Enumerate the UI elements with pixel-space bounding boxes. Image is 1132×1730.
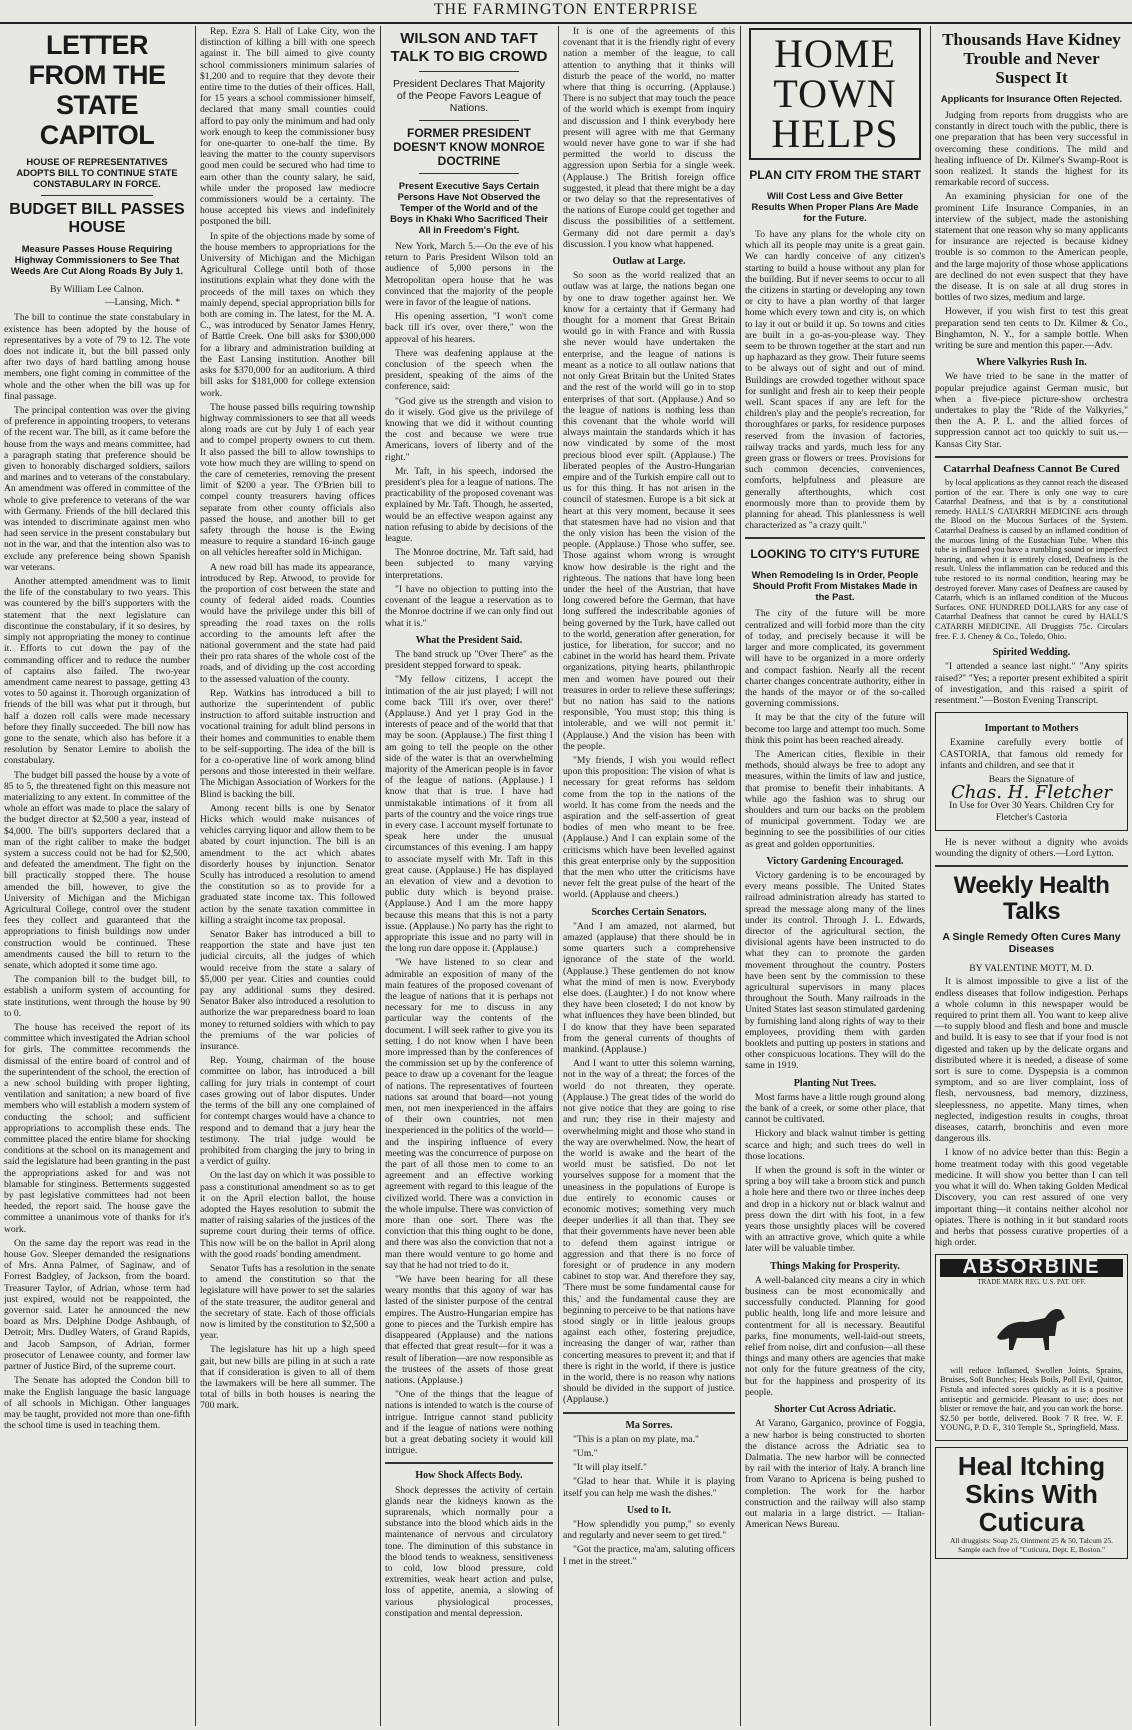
article-paragraph: New York, March 5.—On the eve of his return to Paris President Wilson told an audience of 5,000 persons in the Metropolitan opera house that he was convinced that the majority of the people were in favor of the league of nations. [385,241,553,309]
horse-icon [987,1292,1077,1362]
article-paragraph: It may be that the city of the future will become too large and attempt too much. Some think this point has been reached already. [745,712,925,746]
article-paragraph: It is one of the agreements of this covenant that it is the friendly right of every nation a member of the league, to call attention to anything that it thinks will disturb the peace of the world, no matter where that thing is occurring. (Applause.) There is no subject that may touch the peace of the world which is exempt from inquiry and discussion and I think everybody here present will agree with me that Germany would never have gone to war if she had permitted the world to discuss the aggression upon Serbia for a single week. (Applause.) The British foreign office suggested, it plead that there might be a day or two delay so that the representatives of the nations of Europe could get together and discuss the possibilities of a settlement. Germany did not dare permit a day's discussion. I you know what happened. [563,26,735,250]
divider [385,1462,553,1464]
castoria-ad [935,712,1128,831]
subhead-shock: How Shock Affects Body. [415,1470,523,1482]
deck-plan-city: Will Cost Less and Give Better Results When Proper Plans Are Made for the Future. [751,190,919,223]
deck-present-executive: Present Executive Says Certain Persons Have Not Observed the Temper of the World and of the Boys in Khaki Who Sacrificed Their All in Freedom's Fight. [390,180,548,235]
article-paragraph: If when the ground is soft in the winter or spring a boy will take a broom stick and punch a hole here and there two or three inches deep and drop in a hickory nut or black walnut and press down the dirt with his foot, in a few years those unsightly places will be covered with an attractive grove, which quite a while later will be valuable timber. [745,1165,925,1255]
article-paragraph: We have tried to be sane in the matter of popular prejudice against German music, but when a five-piece picture-show orchestra undertakes to play the "Ride of the Valkyries," then the A. P. L. and the allied forces of suppression cannot act too quickly to suit us.—Kansas City Star. [935,371,1128,450]
article-paragraph: The legislature has hit up a high speed gait, but new bills are piling in at such a rate that if consideration is given to all of them the lawmakers will be here all summer. The total of bills in both houses is nearing the 700 mark. [200,1344,375,1412]
article-paragraph: "This is a plan on my plate, ma." [573,1433,699,1445]
deck-budget-bill: Measure Passes House Requiring Highway Commissioners to See That Weeds Are Cut Along Roads By July 1. [10,243,184,276]
article-paragraph: "One of the things that the league of nations is intended to watch is the course of intrigue. Intrigue cannot stand publicity and if the league of nations were nothing but a great debating society it would kill intrigue. [385,1389,553,1457]
article-paragraph: "I have no objection to putting into the covenant of the league a reservation as to the Monroe doctrine if we can only find out what it is." [385,583,553,629]
deck-insurance: Applicants for Insurance Often Rejected. [940,93,1123,104]
article-paragraph: And I want to utter this solemn warning, not in the way of a threat; the forces of the world do not threaten, they operate. (Applause.) The great tides of the world do not give notice that they are going to rise and run; they rise in their majesty and overwhelming might and those who stand in the way are overwhelmed. Now, the heart of the world is awake and the heart of the world must be satisfied. Do not let yourselves suppose for a moment that the uneasiness in the populations of Europe is due entirely to economic causes or economic motives; something very much deeper underlies it all than that. They see that their governments have never been able to defend them against intrigue or aggression and that there is no force of foresight or of prudence in any modern cabinet to stop war. And therefore they say, 'There must be some fundamental cause for this,' and the fundamental cause they are beginning to perceive to be that nations have stood singly or in little jealous groups against each other, fostering prejudice, increasing the danger of war, rather than concerting measures to prevent it; and that if there is right in the world, if there is justice in the world, there is no reason why nations should be divided in the support of justice. (Applause.) [563,1058,735,1406]
divider [419,173,520,174]
cuticura-footer: All druggists: Soap 25, Ointment 25 & 50, Talcum 25. Sample each free of "Cuticura, Dept. E, Boston." [949,1535,1114,1554]
column-6 [935,26,1128,1726]
article-paragraph: The Senate has adopted the Condon bill to make the English language the basic language of all schools in Michigan. Other languages may be taught, provided not more than one-fifth the school time is used in teaching them. [4,1375,190,1432]
subhead: Planting Nut Trees. [793,1077,877,1089]
health-talks-heading: Weekly Health Talks [953,872,1110,926]
article-paragraph: The bill to continue the state constabulary in existence has been adopted by the house of representatives by a vote of 79 to 12. The vote does not indicate it, but the bill passed only after two days of hard battling among house members, one fight coming in committee of the whole and the other when the bill was up for final passage. [4,312,190,402]
dateline: —Lansing, Mich. * [104,297,180,309]
article-paragraph: The Monroe doctrine, Mr. Taft said, had been subjected to many varying interpretations. [385,547,553,581]
ad-paragraph: will reduce Inflamed, Swollen Joints, Sprains, Bruises, Soft Bunches; Heals Boils, Poll Evil, Quittor, Fistula and infected sores quickly as it is a positive antiseptic and germicide. Pleasant to use; does not blister or remove the hair, and you can work the horse. $2.50 per bottle, delivered. Book 7 R free. W. F. YOUNG, P. D. F., 310 Temple St., Springfield, Mass. [940,1365,1123,1433]
article-paragraph: Another attempted amendment was to limit the life of the constabulary to two years. This was countered by the bill's supporters with the statement that the next legislature can discontinue the constabulary, if it so desires, by simply not appropriating the money to continue it. Efforts to cut down the pay of the commanding officer and to reduce the number of captains also failed. The two-year amendment came nearest to passage, getting 43 votes to 50 against it. Thorough organization of friends of the bill was what put it through, but half a dozen roll calls were made necessary before they finally succeeded. The bill now has gone to the senate, which also has before it a resolution by Senator Lemire to abolish the constabulary. [4,576,190,767]
article-paragraph: Mr. Taft, in his speech, indorsed the president's plea for a league of nations. The practicability of the proposed covenant was explained by Mr. Taft. Though, he asserted, would be an effective weapon against any nation refusing to abide by decisions of the league. [385,465,553,545]
article-paragraph: Senator Tufts has a resolution in the senate to amend the constitution so that the legislature will have power to set the salaries of the state treasurer, the auditor general and the secretary of state. Each of those officials now is limited by the constitution to $2,500 a year. [200,1262,375,1342]
article-paragraph: The companion bill to the budget bill, to establish a uniform system of accounting for state institutions, went through the house by 90 to 0. [4,974,190,1019]
quote: He is never without a dignity who avoids wounding the dignity of others.—Lord Lytton. [935,836,1128,860]
article-paragraph: The house has received the report of its committee which investigated the Adrian school for girls. The committee recommends the dismissal of the entire board of control and of the superintendent of the school, the erection of a new school building with proper lighting, ventilation and sanitation; a new board of five members who will establish a modern system of conducting the school; and sufficient appropriations to accomplish these ends. The committee placed the entire blame for shocking conditions at the school on its management and said the legislature had been granting in the past the appropriations asked for and was not blamable for stinginess. Betterments suggested by past legislative committees had not been heeded, the report said. The house gave the committee a unanimous vote of thanks for it's work. [4,1022,190,1235]
article-paragraph: Senator Baker has introduced a bill to reapportion the state and have just ten judicial circuits, all the judges of which would receive from the state a salary of $5,000 per year. Cities and counties could pay any additional sums they desired. Senator Baker also introduced a resolution to authorize the war preparedness board to loan money to returned soldiers with which to pay the premiums of the war policies of insurance. [200,929,375,1053]
article-paragraph: Rep. Young, chairman of the house committee on labor, has introduced a bill calling for jury trials in contempt of court cases growing out of labor disputes. Under the terms of the bill any one complained of for contempt charges would have a chance to respond and to demand that a jury hear the testimony. The trial judge would be prohibited from charging the jury to bring in a verdict of guilty. [200,1055,375,1168]
cuticura-ad [935,1447,1128,1559]
column-1 [4,26,190,1726]
catarrh-ad-heading: Catarrhal Deafness Cannot Be Cured [943,462,1120,475]
article-paragraph: "I attended a seance last night." "Any spirits raised?" "Yes; a reporter present exhibited a spirit of investigation, and this raised a spirit of resentment."—Boston Evening Transcript. [935,661,1128,706]
subhead: Outlaw at Large. [612,256,686,268]
subhead: Scorches Certain Senators. [591,906,707,918]
ad-paragraph: Examine carefully every bottle of CASTORIA, that famous old remedy for infants and children, and see that it [940,737,1123,771]
divider [563,1412,735,1414]
article-paragraph: On the last day on which it was possible to pass a constitutional amendment so as to get it on the April election ballot, the house adopted the Hayes resolution to submit the matter of raising salaries of the justices of the supreme court during their terms of office. This now will be on the ballot in April along with the good roads' bonding amendment. [200,1170,375,1260]
column-rule [380,26,381,1726]
headline-plan-city: PLAN CITY FROM THE START [749,168,921,182]
fletcher-signature: Chas. H. Fletcher [951,782,1112,804]
article-paragraph: In spite of the objections made by some of the house members to appropriations for the University of Michigan and the Michigan Agricultural College until both of those institutions explain what they done with the proceeds of the mill taxes on which they mainly depend, special appropriation bills for both are coming in. The latest, for the M. A. C., was introduced by Senator James Henry, of Battle Creek. One bill asks for $300,000 for a library and administration building at the East Lansing institution. Another bill asks for $370,000 for an auditorium. A third bill asks for $181,000 for college extension work. [200,230,375,399]
subhead: Ma Sorres. [625,1419,673,1431]
byline: By William Lee Calnon. [50,284,144,295]
article-paragraph: The house passed bills requiring township highway commissioners to see that all weeds along roads are cut by July 1 of each year and to compel property owners to cut them. It also passed the bill to allow townships to vote how much they are willing to spend on the care of cemeteries, removing the present limit of $200 a year. The O'Brien bill to compel county treasurers having offices separate from other county officials also passed the house, and another bill to get safety through the house is the Ewing measure to require a standard 16-inch gauge on all vehicles hereafter sold in Michigan. [200,401,375,559]
article-paragraph: "Got the practice, ma'am, saluting officers I met in the street." [563,1544,735,1567]
article-paragraph: The American cities, flexible in their methods, should always be free to adopt any measures, within the limits of law and justice, that promise to benefit their inhabitants. A while ago the fashion was to shrug our shoulders and turn our backs on the problem of municipal government. Today we are beginning to see the possibilities of our cities as great and golden opportunities. [745,748,925,850]
article-paragraph: "My fellow citizens, I accept the intimation of the air just played; I will not come back 'Till it's over, over there!' (Applause.) And yet I pray God in the interests of peace and of the world that that may be soon. (Applause.) The first thing I am going to tell the people on the other side of the water is that an overwhelming majority of the American people is in favor of the league of nations. (Applause.) I know that that is true. I have had unmistakable intimations of it from all parts of the country and the voice rings true in every case. I account myself fortunate to speak here under the unusual circumstances of this evening. I am happy to associate myself with Mr. Taft in this great cause. (Applause.) He has displayed an elevation of view and a devotion to public duty which is beyond praise. (Applause.) And I am the more happy because this means that this is not a party issue. (Applause.) No party has the right to appropriate this issue and no party will in the long run dare oppose it. (Applause.) [385,674,553,955]
article-paragraph: Rep. Ezra S. Hall of Lake City, won the distinction of killing a bill with one speech against it. The bill aimed to give county school commissioners minimum salaries of $1,200 and to require that they devote their entire time to the duties of their offices. Hall, for 15 years a school commissioner himself, declared that many small counties could afford to pay only the minimum and had only work enough to keep the commissioner busy for one-quarter to one-half the time. By leaving the matter to the county supervisors good men could be secured who had time to earn other than the county salary, he said, while under the proposed law mediocre commissioners would be a certainty. The house accepted his views and indefinitely postponed the bill. [200,26,375,228]
article-paragraph: "God give us the strength and vision to do it wisely. God give us the privilege of knowing that we did it without counting the cost and because we were true Americans, lovers of liberty and of the right." [385,395,553,463]
article-paragraph: Most farms have a little rough ground along the bank of a creek, or some other place, that cannot be cultivated. [745,1091,925,1126]
column-2 [200,26,375,1726]
health-deck: A Single Remedy Often Cures Many Diseases [942,931,1121,956]
ad-paragraph: Judging from reports from druggists who are constantly in direct touch with the public, there is one preparation that has been very successful in overcoming these conditions. The mild and healing influence of Dr. Kilmer's Swamp-Root is soon realized. It stands the highest for its remarkable record of success. [935,110,1128,189]
column-rule [558,26,559,1726]
ad-paragraph: by local applications as they cannot reach the diseased portion of the ear. There is only one way to cure Catarrhal Deafness, and that is by a constitutional remedy. HALL'S CATARRH MEDICINE acts through the Blood on the Mucous Surfaces of the System. Catarrhal Deafness is caused by an inflamed condition of the mucous lining of the Eustachian Tube. When this tube is inflamed you have a rumbling sound or imperfect hearing, and when it is entirely closed, Deafness is the result. Unless the inflammation can be reduced and this tube restored to its normal condition, hearing may be destroyed forever. Many cases of Deafness are caused by Catarrh, which is an inflamed condition of the Mucous Surfaces. ONE HUNDRED DOLLARS for any case of Catarrhal Deafness that cannot be cured by HALL'S CATARRH MEDICINE. All Druggists 75c. Circulars free. F. J. Cheney & Co., Toledo, Ohio. [935,478,1128,641]
article-paragraph: Shock depresses the activity of certain glands near the kidneys known as the suprarenals, which normally pour a substance into the blood which aids in the maintenance of nervous and circulatory tone. The diminution of this substance in the blood tends to weakness, sensitiveness to cold, low blood pressure, cold extremities, weak heart action and pulse, loss of appetite, anemia, a slowing of various physiological processes, constipation and mental depression. [385,1484,553,1619]
byline: BY VALENTINE MOTT, M. D. [969,963,1094,975]
article-paragraph: "Um." [573,1447,598,1459]
column-rule [195,26,196,1726]
article-paragraph: "Glad to hear that. While it is playing itself you can help me wash the dishes." [563,1476,735,1499]
absorbine-logo: ABSORBINE [940,1259,1123,1276]
article-paragraph: "We have been hearing for all these weary months that this agony of war has lasted of the sinister purpose of the central empires. The Austro-Hungarian empire has gone to pieces and the Turkish empire has disappeared (Applause) and the nations that effected that great result—for it was a result of liberation—are now responsible as the trustees of the assets of those great nations. (Applause.) [385,1274,553,1386]
article-paragraph: "And I am amazed, not alarmed, but amazed (applause) that there should be in some quarters such a comprehensive ignorance of the state of the world. (Applause.) These gentlemen do not know what the mind of men is now. Everybody else does. (Laughter.) I do not know where they have been closeted; I do not know by what influences they have been blinded, but I do know that they have been separated from the general currents of thoughts of mankind. (Applause.) [563,920,735,1056]
column-rule [930,26,931,1726]
article-paragraph: On the same day the report was read in the house Gov. Sleeper demanded the resignations of Mrs. Anna Palmer, of Saginaw, and of Forrest Badgley, of Jackson, from the board. Treasurer Taylor, of Adrian, whose term had just expired, would not be reappointed, the governor said. Later he announced the new board as Mrs. Delphine Dodge Ashbaugh, of Detroit; Mrs. Dudley Waters, of Grand Rapids, and Jacob Sampson, of Adrian, former prosecutor of Lenawee county, and former law partner of Justice Bird, of the supreme court. [4,1237,190,1373]
masthead: THE FARMINGTON ENTERPRISE [0,0,1132,24]
article-paragraph: Rep. Watkins has introduced a bill to authorize the superintendent of public instruction to afford suitable instruction and vocational training for adult blind persons in their homes and communities to enable them to be self-supporting. The idea of the bill is for a co-operative line of work among blind persons and those interested in their welfare. The Michigan Association of Workers for the Blind is backing the bill. [200,687,375,800]
deck-constabulary: HOUSE OF REPRESENTATIVES ADOPTS BILL TO CONTINUE STATE CONSTABULARY IN FORCE. [16,156,178,189]
subhead: Things Making for Prosperity. [770,1260,900,1272]
headline-budget-bill: BUDGET BILL PASSES HOUSE [9,201,185,236]
subhead: Victory Gardening Encouraged. [766,855,904,867]
ad-paragraph: An examining physician for one of the prominent Life Insurance Companies, in an interview of the subject, made the astonishing statement that one reason why so many applicants for insurance are rejected is because kidney trouble is so common to the American people, and the large majority of those whose applications are declined do not even suspect that they have the disease. It is on sale at all drug stores in bottles of two sizes, medium and large. [935,191,1128,304]
divider [41,195,153,196]
castoria-heading: Important to Mothers [984,723,1079,735]
deck-city-future: When Remodeling Is in Order, People Should Profit From Mistakes Made in the Past. [751,569,919,603]
subhead: Spirited Wedding. [992,647,1071,659]
article-paragraph: To have any plans for the whole city on which all its people may unite is a great gain. We can hardly conceive of any citizen's starting to build a house without any plan for the building. But if never seems to occur to all the citizens in starting or developing any town or city to have a plan worthy of that larger home which every town and city is, on which to lay it out or build it up. So towns and cities are built in a go-as-you-please way. They seem to be thrown together at the start and run up haphazard as they grow. Their future seems to be always out of sight and out of mind. Buildings are crowded together without space for sunlight and fresh air to keep their people well. Scant spaces if any are left for the children's play and the people's recreation, for thoroughfares or parks, for residence purposes reserved from the invasion of factories, railway tracks and yards, much less for any green grass or flowers or trees. Provisions for such common decencies, conveniences, comforts, helpfulness and pleasure are generally afterthoughts, which cost enormously more than to provide them by planning for ahead. This planlessness is well characterized as "a crazy quilt." [745,229,925,532]
article-paragraph: There was deafening applause at the conclusion of the speech when the president, speaking of the aims of the conference, said: [385,347,553,393]
deck-league: President Declares That Majority of the Peope Favors League of Nations. [392,78,546,114]
article-paragraph: Victory gardening is to be encouraged by every means possible. The United States railroad administration already has started to spread the message along many of the lines under its control. Through J. L. Edwards, director of the agricultural section, the divisional agents have been instructed to do what they can to promote the garden movement throughout the country. Posters have been sent by the commission to these agricultural supervisors in many places throughout the South. Many railroads in the United States last season stimulated gardening by furnishing land along rights of way to their employees, providing them with garden booklets and putting up posters in stations and other conspicuous locations. They will do the same in 1919. [745,869,925,1072]
article-paragraph: A new road bill has made its appearance, introduced by Rep. Atwood, to provide for the proportion of cost between the state and county of federal aided roads. Counties would have the privilege under this bill of spreading the road taxes on the rolls according to the amounts left after the national government and the state had paid their pro rata shares of the whole cost of the roads, and of dividing up the cost according to the assessed valuation of the county. [200,561,375,685]
article-paragraph: It is almost impossible to give a list of the endless diseases that follow indigestion. Perhaps a whole column in this newspaper would be required to print them all. You want to keep alive—to supply blood and flesh and bone and muscle and build. It is easy to see that if your food is not digested and taken up by the delicate organs and distributed where it is needed, a disease of some sort is sure to come. Dyspepsia is a common symptom, and so are liver complaint, loss of flesh, nervousness, bad memory, dizziness, sleeplessness, no appetite. Many times, when neglected, indigestion results in coughs, throat diseases, catarrh, bronchitis and even more dangerous ills. [935,976,1128,1145]
headline-letter-from-capitol: LETTER FROM THE STATE CAPITOL [28,30,166,150]
absorbine-ad [935,1254,1128,1441]
column-5 [745,26,925,1726]
article-paragraph: "My friends, I wish you would reflect upon this proposition: The vision of what is necessary for great reforms has seldom come from the top in the nations of the world. It has come from the needs and the aspiration and the self-assertion of great bodies of men who meant to be free. (Applause.) And I can explain some of the criticisms which have been levelled against this great enterprise only by the supposition that the men who utter the criticisms have never felt the great pulse of the heart of the world. (Applause and cheers.) [563,755,735,901]
divider [935,865,1128,867]
subhead: Where Valkyries Rush In. [976,357,1087,369]
headline-kidney-trouble: Thousands Have Kidney Trouble and Never Suspect It [942,30,1121,87]
cuticura-heading: Heal Itching Skins With Cuticura [957,1450,1106,1537]
article-paragraph: So soon as the world realized that an outlaw was at large, the nations began one by one to draw together against her. We know for a certainty that if Germany had thought for a moment that Great Britain would go in with France and with Russia she never would have undertaken the enterprise, and the league of nations is meant as a notice to all outlaw nations that not only Great Britain but the United States and the rest of the world will go in to stop enterprises of that sort. (Applause.) And so the league of nations is nothing less than this covenant that the whole world will always maintain the standards which it has now vindicated by some of the most precious blood ever spilt. (Applause.) The liberated peoples of the Austro-Hungarian empire and of the Turkish empire call out to us for this thing. It has not arisen in the council of statesmen. Europe is a bit sick at heart at this very moment, because it sees that statesmen have had no vision and that the only vision has been the vision of the people. (Applause.) Those who suffer, see. Those against whom wrong is wrought know how desirable is the right and the righteous. The nations that have long been under the heel of the Austrian, that have long cowered before the German, that have long suffered the indescribable agonies of being governed by the Turk, have called out to the world, generation after generation, for justice, for liberation, for succor; and no cabinet in the world has heard them. Private organizations, pitying hearts, philanthropic men and women have poured out their treasures in order to relieve these sufferings; but no nation has said to the nations responsible, 'You must stop; this thing is intolerable, and we will not permit it.' (Applause.) And the vision has been with the people. [563,270,735,752]
article-paragraph: "It will play itself." [573,1462,647,1474]
home-town-helps-banner: HOME TOWN HELPS [749,28,921,160]
article-paragraph: The principal contention was over the giving of preference in appointing troopers, to veterans of the recent war. The bill, as it came before the house from the ways and means committee, had a paragraph stating that preference should be given to honorably discharged soldiers, sailors and marines and to veterans of the constabulary. An amendment was offered in committee of the whole to give preference to veterans of the war with Germany. Friends of the bill declared this was intended to discriminate against men who had seen service in the present constabulary but not in the war, and that the intention also was to exclude any preference being shown Spanish war veterans. [4,405,190,573]
headline-city-future: LOOKING TO CITY'S FUTURE [750,547,920,562]
article-paragraph: The budget bill passed the house by a vote of 85 to 5, the threatened fight on this measure not materializing to any extent. In committee of the whole an effort was made to place the salary of the budget director at $2,500 a year, instead of $4,000. The bill's supporters declared that a man of the right caliber to make the budget system a success could not be had for $2,500, and defeated the amendment. The fight on the bill practically stopped there. The house amended the bill, however, to give the University of Michigan and the Michigan Agricultural College, control over the student fees they collect and guaranteed that the appropriations to finish buildings now under construction would be continued. These amendments caused the bill to return to the senate, which adopted it some time ago. [4,769,190,971]
column-4 [563,26,735,1726]
article-paragraph: I know of no advice better than this: Begin a home treatment today with this good vegetable medicine. It will show you better than I can tell you what it will do. When taking Golden Medical Discovery, you can rest assured of one very important thing—it contains neither alcohol nor opiates. There is nothing in it but standard roots and herbs that possess curative properties of a high order. [935,1147,1128,1249]
absorbine-trademark: TRADE MARK REG. U.S. PAT. OFF. [977,1277,1086,1286]
divider [419,120,520,121]
article-paragraph: The city of the future will be more centralized and will forbid more than the city of today, and precisely because it will be larger and more complicated, its government will have to be organized in a more orderly and compact fashion. Nearly all the recent charter changes concentrate authority, either in the hands of the mayor or of the so-called governing commissions. [745,608,925,710]
article-paragraph: Hickory and black walnut timber is getting scarce and high; and such trees do well in those locations. [745,1128,925,1162]
column-rule [740,26,741,1726]
divider [935,456,1128,458]
article-paragraph: "We have listened to so clear and admirable an exposition of many of the main features of the proposed covenant of the league of nations that it is perhaps not necessary for me to discuss in any particular way the contents of the document. I will seek rather to give you its setting. I do not know when I have been more impressed than by the conferences of the commission set up by the conference of peace to draw up a covenant for the league of nations. The representatives of fourteen nations sat around that board—not young men, not men inexperienced in the affairs of their own countries, not men inexperienced in the politics of the world—and the inspiring influence of every meeting was the concurrence of purpose on the part of all those men to come to an agreement and an effective working agreement with regard to this league of the civilized world. There was a conviction in the whole impulse. There was conviction of more than one sort. There was the conviction that this thing ought to be done, and there was also the conviction that not a man there would venture to go home and say that he had not tried to do it. [385,957,553,1271]
ad-paragraph: In Use for Over 30 Years. Children Cry for Fletcher's Castoria [949,800,1114,823]
article-paragraph: A well-balanced city means a city in which business can be most economically and successfully conducted. Planning for good public health, long life and more leisure and contentment for all is necessary. Beautiful parks, fine monuments, well-laid-out streets, relief from noise, dirt and confusion—all these things and many others are agencies that make not only for the future greatness of the city, but for the happiness and prosperity of its people. [745,1274,925,1398]
headline-wilson-taft: WILSON AND TAFT TALK TO BIG CROWD [390,30,548,65]
subhead: What the President Said. [415,634,523,646]
article-paragraph: The band struck up "Over There" as the president stepped forward to speak. [385,648,553,672]
article-paragraph: Among recent bills is one by Senator Hicks which would make nuisances of vehicles carrying liquor and allow them to be abated by court injunction. The bill is an amendment to the act which abates disorderly houses by injunction. Senator Scully has introduced a resolution to amend the constitution so as to provide for a graduated state income tax. This followed action by the senate taxation committee in killing a straight income tax proposal. [200,802,375,926]
column-3 [385,26,553,1726]
divider [745,537,925,539]
subhead: Used to It. [626,1504,672,1516]
divider [419,71,520,72]
castoria-bears: Bears the Signature of [988,774,1075,786]
article-paragraph: At Varano, Garganico, province of Foggia, a new harbor is being constructed to shorten the distance across the Adriatic sea to Dalmatia. The new harbor will be connected by rail with the interior of Italy. A branch line from Varano to Apricena is being pushed to completion. The work for the harbor construction and the railway will also stamp out malaria in a large district. — Italian-American News Bureau. [745,1418,925,1531]
article-paragraph: "How splendidly you pump," so evenly and regularly and never seem to get tired." [563,1519,735,1542]
headline-monroe-doctrine: FORMER PRESIDENT DOESN'T KNOW MONROE DOCTRINE [393,126,545,168]
article-paragraph: His opening assertion, "I won't come back till it's over, over there," won the approval of his hearers. [385,311,553,345]
ad-paragraph: However, if you wish first to test this great preparation send ten cents to Dr. Kilmer & Co., Binghamton, N. Y., for a sample bottle. When writing be sure and mention this paper.—Adv. [935,306,1128,352]
subhead: Shorter Cut Across Adriatic. [774,1404,896,1416]
